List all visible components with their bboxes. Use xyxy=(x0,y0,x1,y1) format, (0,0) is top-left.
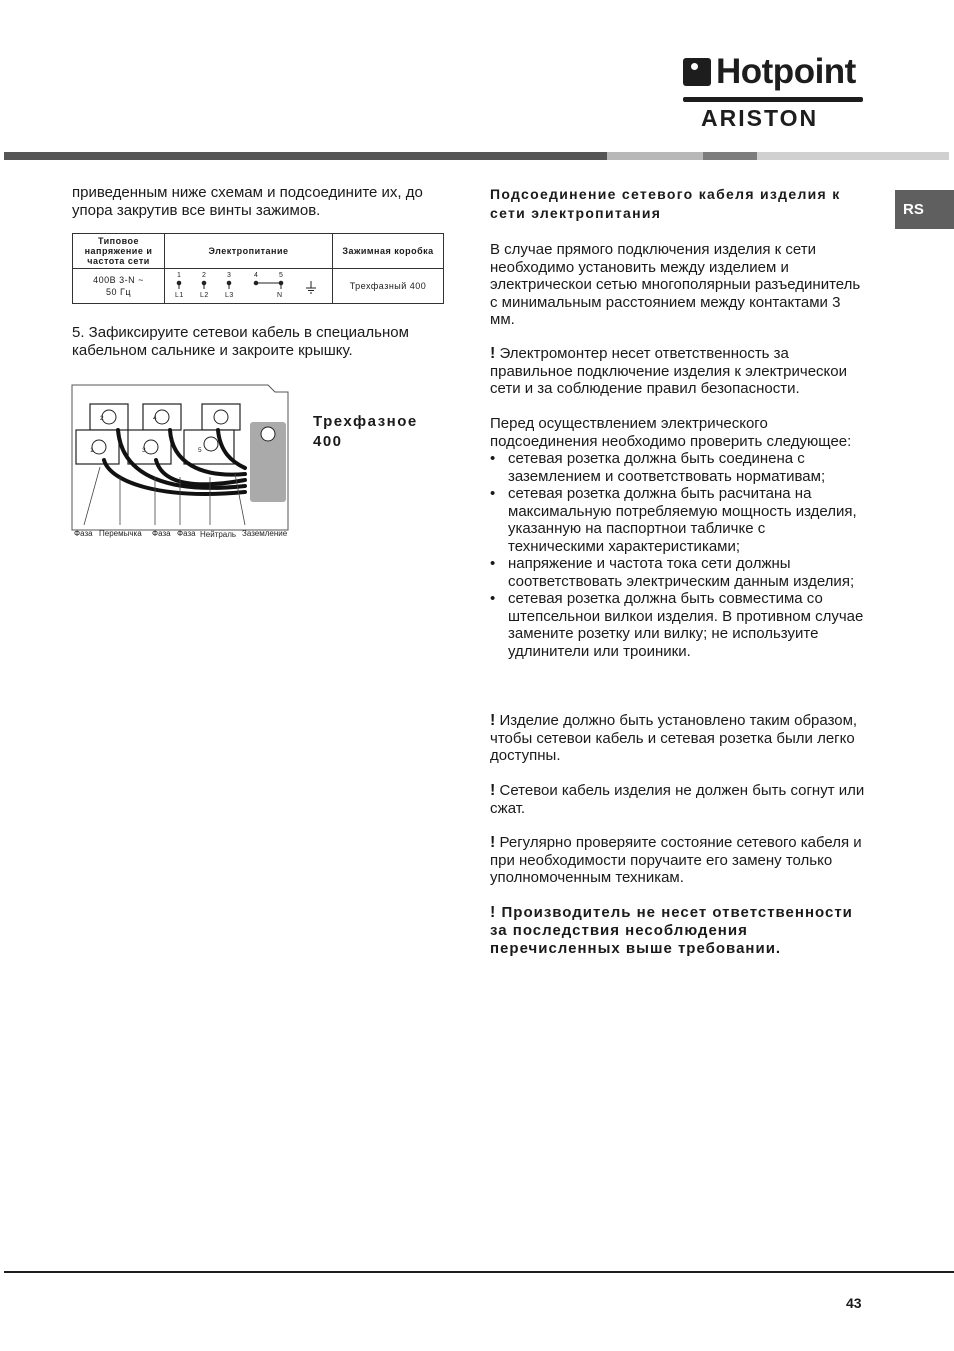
para-disconnector: В случае прямого подключения изделия к сети необходимо установить между изделием и электрическои сетью многополярныи разъединитель с минимальным расстоянием между контактами 3 мм. xyxy=(490,241,861,328)
footer-rule xyxy=(4,1271,954,1273)
term-num: 2 xyxy=(201,272,206,279)
label-phase: Фаза xyxy=(177,529,196,538)
terminal-num: 5 xyxy=(198,447,202,454)
header-bar-pale xyxy=(757,152,949,160)
step5-text: 5. Зафиксируите сетевои кабель в специальном кабельном сальнике и закроите крышку. xyxy=(72,324,409,359)
brand-logo xyxy=(683,52,863,133)
warning-check-cable: ! Регулярно проверяите состояние сетевого кабеля и при необходимости поручаите его замену только уполномоченным техникам. xyxy=(490,834,862,886)
brand-sub: ARISTON xyxy=(701,105,819,131)
term-num: 5 xyxy=(278,272,283,279)
spec-table xyxy=(72,233,444,304)
page-number: 43 xyxy=(846,1295,862,1311)
table-head-power: Электропитание xyxy=(165,234,333,269)
label-phase: Фаза xyxy=(152,529,171,538)
term-num: 3 xyxy=(226,272,231,279)
logo-mark-icon xyxy=(683,58,711,86)
label-phase: Фаза xyxy=(74,529,93,538)
warning-liability: ! Производитель не несет ответственности за последствия несоблюдения перечисленных выше требовании. xyxy=(490,904,853,957)
warning-electrician: ! Электромонтер несет ответственность за правильное подключение изделия к электрическои сети и за соблюдение правил безопасности. xyxy=(490,345,848,397)
diagram-caption: Трехфазное 400 xyxy=(313,413,418,450)
warning-bend: ! Сетевои кабель изделия не должен быть согнут или сжат. xyxy=(490,782,865,817)
terminal-schematic xyxy=(169,269,329,301)
checklist: Перед осуществлением электрического подсоединения необходимо проверить следующее: • сетевая розетка должна быть соединена с заземлением и соответствовать нормативам; • сетевая розетка должна быть расчитана на максимальную потребляемую мощность изделия, указанную на паспортнои табличке с техническими характеристиками; • напряжение и частота тока сети должны соответствовать электрическим данным изделия; • сетевая розетка должна быть совместима со штепсельнои вилкои изделия. В противном случае замените розетку или вилку; не используите удлинители или троиники. xyxy=(490,415,865,660)
intro-text: приведенным ниже схемам и подсоедините их, до упора закрутив все винты зажимов. xyxy=(72,184,423,219)
terminal-num: 2 xyxy=(100,415,104,422)
label-jumper: Перемычка xyxy=(99,529,142,538)
term-num: 4 xyxy=(253,272,258,279)
table-head-voltage: Типовое напряжение и частота сети xyxy=(73,234,165,269)
terminal-num: 3 xyxy=(142,447,146,454)
header-bar-dark xyxy=(4,152,607,160)
logo-rule xyxy=(683,97,863,102)
table-head-box: Зажимная коробка xyxy=(333,234,444,269)
term-label: N xyxy=(276,292,283,299)
table-cell-box: Трехфазный 400 xyxy=(333,269,444,304)
label-neutral: Нейтраль xyxy=(200,530,237,539)
header-bar-mid xyxy=(703,152,757,160)
wiring-diagram xyxy=(70,382,300,544)
list-item: • сетевая розетка должна быть соединена с заземлением и соответствовать нормативам; xyxy=(490,450,865,485)
list-item: • сетевая розетка должна быть совместима со штепсельнои вилкои изделия. В противном случае замените розетку или вилку; не используите удлинители или троиники. xyxy=(490,590,865,660)
terminal-num: 1 xyxy=(90,447,94,454)
term-label: L2 xyxy=(199,292,209,299)
language-tab: RS xyxy=(895,190,954,229)
label-ground: Заземление xyxy=(242,529,288,538)
brand-name: Hotpoint xyxy=(716,52,856,91)
term-num: 1 xyxy=(176,272,181,279)
header-bar-light xyxy=(607,152,703,160)
table-cell-voltage: 400В 3-N ~ 50 Гц xyxy=(73,269,165,304)
section-heading: Подсоединение сетевого кабеля изделия к сети электропитания xyxy=(490,186,841,221)
list-item: • напряжение и частота тока сети должны соответствовать электрическим данным изделия; xyxy=(490,555,865,590)
warning-access: ! Изделие должно быть установлено таким образом, чтобы сетевои кабель и сетевая розетка были легко доступны. xyxy=(490,712,858,764)
list-item: • сетевая розетка должна быть расчитана на максимальную потребляемую мощность изделия, указанную на паспортнои табличке с техническими характеристиками; xyxy=(490,485,865,555)
term-label: L1 xyxy=(174,292,184,299)
term-label: L3 xyxy=(224,292,234,299)
table-cell-terminals xyxy=(165,269,333,304)
terminal-num: 4 xyxy=(153,415,157,422)
